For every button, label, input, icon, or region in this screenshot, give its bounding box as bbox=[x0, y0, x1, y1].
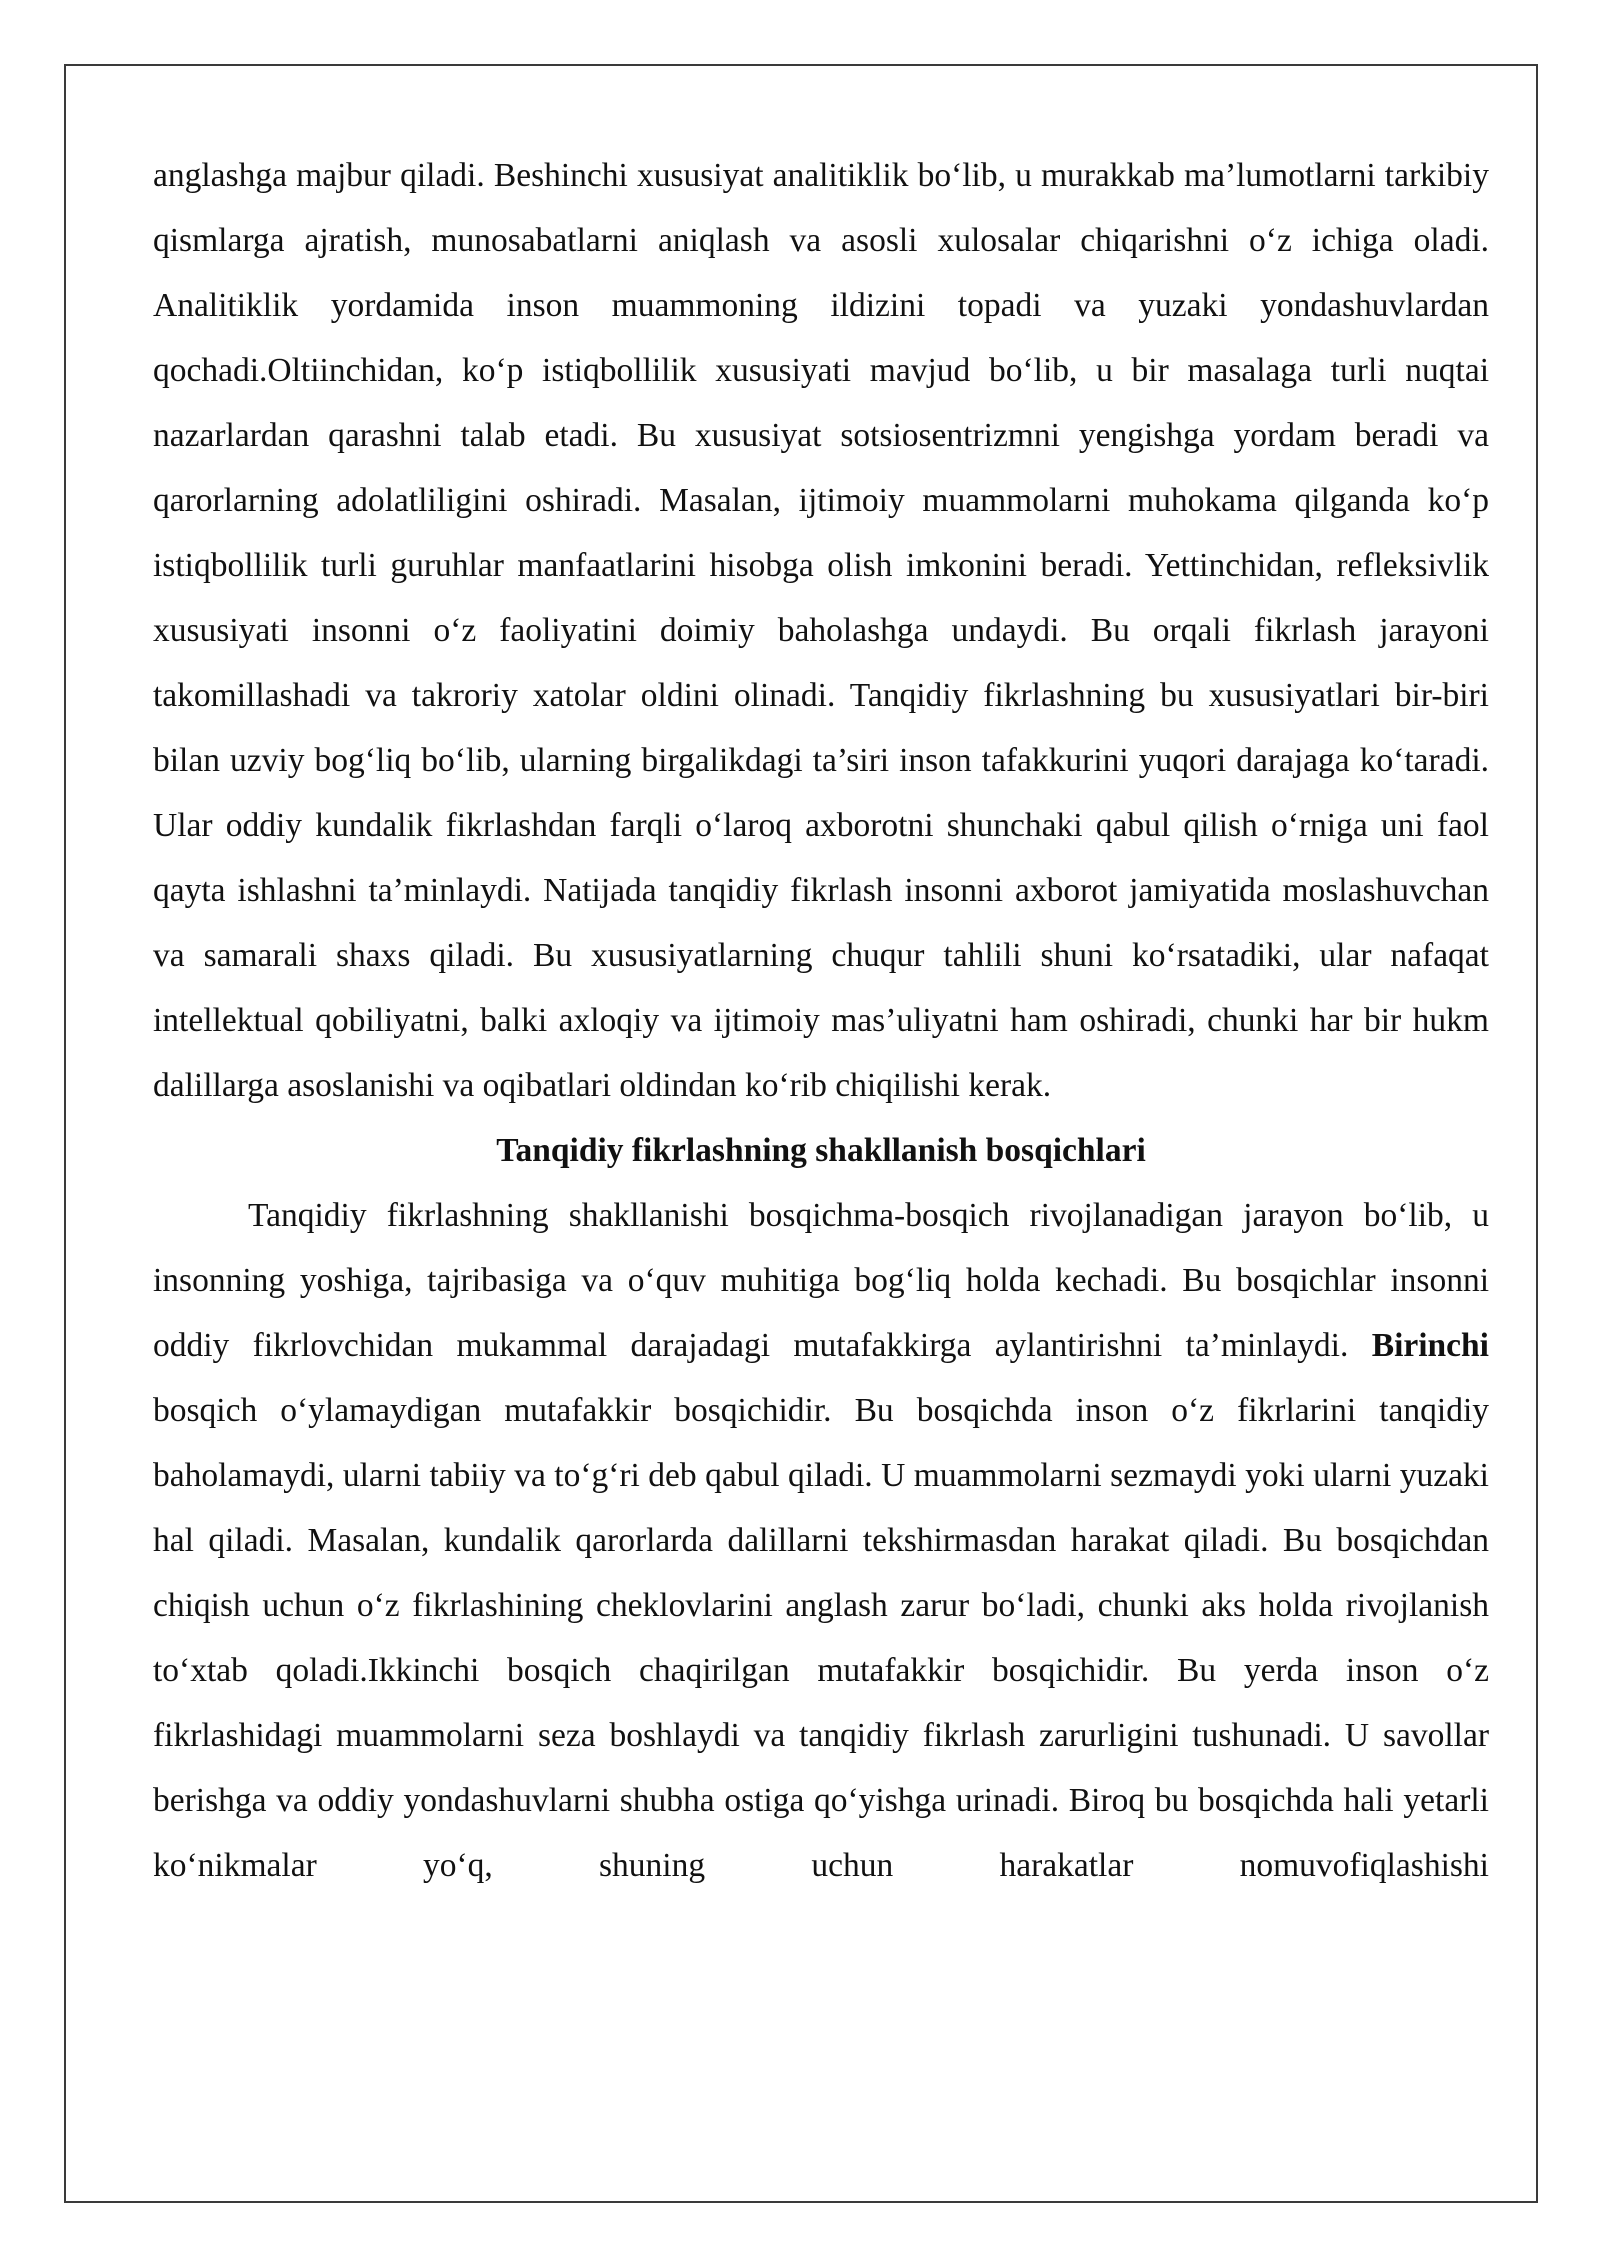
document-body bbox=[153, 143, 1489, 1898]
body-paragraph-2 bbox=[153, 1183, 1489, 1898]
paragraph-text-continued: bosqich o‘ylamaydigan mutafakkir bosqichidir. Bu bosqichda inson o‘z fikrlarini tanqidiy baholamaydi, ularni tabiiy va to‘g‘ri deb qabul qiladi. U muammolarni sezmaydi yoki ularni yuzaki hal qiladi. Masalan, kundalik qarorlarda dalillarni tekshirmasdan harakat qiladi. Bu bosqichdan chiqish uchun o‘z fikrlashining cheklovlarini anglash zarur bo‘ladi, chunki aks holda rivojlanish to‘xtab qoladi.Ikkinchi bosqich chaqirilgan mutafakkir bosqichidir. Bu yerda inson o‘z fikrlashidagi muammolarni seza boshlaydi va tanqidiy fikrlash zarurligini tushunadi. U savollar berishga va oddiy yondashuvlarni shubha ostiga qo‘yishga urinadi. Biroq bu bosqichda hali yetarli ko‘nikmalar yo‘q, shuning uchun harakatlar nomuvofiqlashishi bbox=[153, 1392, 1489, 1884]
section-heading: Tanqidiy fikrlashning shakllanish bosqichlari bbox=[496, 1132, 1146, 1169]
bold-term: Birinchi bbox=[1371, 1327, 1489, 1364]
paragraph-text: Tanqidiy fikrlashning shakllanishi bosqichma-bosqich rivojlanadigan jarayon bo‘lib, u insonning yoshiga, tajribasiga va o‘quv muhitiga bog‘liq holda kechadi. Bu bosqichlar insonni oddiy fikrlovchidan mukammal darajadagi mutafakkirga aylantirishni ta’minlaydi. bbox=[153, 1197, 1489, 1364]
body-paragraph: anglashga majbur qiladi. Beshinchi xususiyat analitiklik bo‘lib, u murakkab ma’lumotlarni tarkibiy qismlarga ajratish, munosabatlarni aniqlash va asosli xulosalar chiqarishni o‘z ichiga oladi. Analitiklik yordamida inson muammoning ildizini topadi va yuzaki yondashuvlardan qochadi.Oltiinchidan, ko‘p istiqbollilik xususiyati mavjud bo‘lib, u bir masalaga turli nuqtai nazarlardan qarashni talab etadi. Bu xususiyat sotsiosentrizmni yengishga yordam beradi va qarorlarning adolatliligini oshiradi. Masalan, ijtimoiy muammolarni muhokama qilganda ko‘p istiqbollilik turli guruhlar manfaatlarini hisobga olish imkonini beradi. Yettinchidan, refleksivlik xususiyati insonni o‘z faoliyatini doimiy baholashga undaydi. Bu orqali fikrlash jarayoni takomillashadi va takroriy xatolar oldini olinadi. Tanqidiy fikrlashning bu xususiyatlari bir-biri bilan uzviy bog‘liq bo‘lib, ularning birgalikdagi ta’siri inson tafakkurini yuqori darajaga ko‘taradi. Ular oddiy kundalik fikrlashdan farqli o‘laroq axborotni shunchaki qabul qilish o‘rniga uni faol qayta ishlashni ta’minlaydi. Natijada tanqidiy fikrlash insonni axborot jamiyatida moslashuvchan va samarali shaxs qiladi. Bu xususiyatlarning chuqur tahlili shuni ko‘rsatadiki, ular nafaqat intellektual qobiliyatni, balki axloqiy va ijtimoiy mas’uliyatni ham oshiradi, chunki har bir hukm dalillarga asoslanishi va oqibatlari oldindan ko‘rib chiqilishi kerak. bbox=[153, 157, 1489, 1104]
